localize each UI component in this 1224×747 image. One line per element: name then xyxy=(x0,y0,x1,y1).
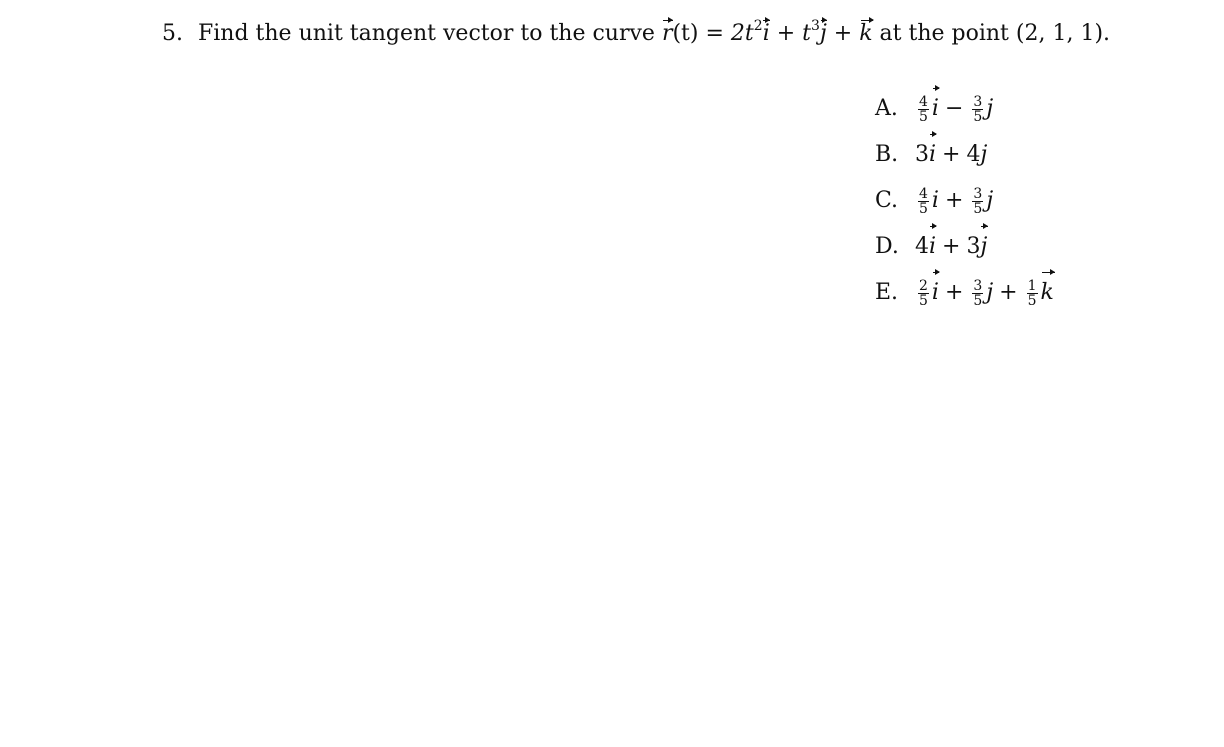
coefficient: 3 xyxy=(915,142,929,167)
plus-sign: + xyxy=(999,280,1018,305)
i-symbol: i xyxy=(931,188,939,213)
plus-sign: + xyxy=(944,188,964,213)
equals-sign: = xyxy=(705,21,724,46)
choice-letter: C. xyxy=(875,188,899,213)
choice-e[interactable] xyxy=(875,270,1054,316)
j-symbol: j xyxy=(980,142,988,167)
i-vector: i xyxy=(763,18,770,50)
choice-letter: B. xyxy=(875,142,899,167)
choice-letter: E. xyxy=(875,280,899,305)
choice-a[interactable] xyxy=(875,86,1054,132)
curve-equation xyxy=(661,17,880,46)
fraction: $\frac{3}{5}$ xyxy=(973,93,983,125)
fraction: $\frac{1}{5}$ xyxy=(1027,277,1037,309)
fraction: $\frac{4}{5}$ xyxy=(919,185,928,217)
answer-choices xyxy=(875,86,1054,316)
fraction: $\frac{2}{5}$ xyxy=(919,277,928,309)
plus-sign: + xyxy=(944,280,964,305)
coefficient: 4 xyxy=(966,142,981,167)
choice-letter: D. xyxy=(875,234,899,259)
plus-sign: + xyxy=(942,142,961,167)
i-vector: i xyxy=(932,270,939,316)
question-prompt: Find the unit tangent vector to the curve xyxy=(198,21,655,46)
j-symbol: j xyxy=(986,280,994,305)
j-symbol: j xyxy=(986,188,994,213)
j-symbol: j xyxy=(986,96,994,121)
i-vector: i xyxy=(929,224,936,270)
choice-d[interactable] xyxy=(875,224,1054,270)
term2-base: t xyxy=(802,21,812,46)
term1-exponent: 2 xyxy=(753,17,763,34)
fraction: $\frac{3}{5}$ xyxy=(973,185,983,217)
point-label: at the point xyxy=(879,21,1009,46)
plus-sign: + xyxy=(776,21,796,46)
question-number: 5. xyxy=(162,21,183,46)
choice-letter: A. xyxy=(875,96,898,121)
r-vector: r xyxy=(662,18,673,50)
r-argument: (t) xyxy=(672,21,699,46)
term1-coefficient: 2t xyxy=(730,21,754,46)
k-vector: k xyxy=(859,18,872,50)
point-value: (2, 1, 1). xyxy=(1015,21,1111,46)
choice-c[interactable] xyxy=(875,178,1054,224)
fraction: $\frac{4}{5}$ xyxy=(919,93,928,125)
fraction: $\frac{3}{5}$ xyxy=(973,277,983,309)
k-vector: k xyxy=(1041,270,1054,316)
minus-sign: − xyxy=(944,96,964,121)
question-text xyxy=(162,18,1110,50)
j-vector: j xyxy=(820,18,827,50)
plus-sign: + xyxy=(942,234,961,259)
i-vector: i xyxy=(929,132,936,178)
coefficient: 4 xyxy=(915,234,929,259)
coefficient: 3 xyxy=(966,234,981,259)
i-vector: i xyxy=(932,86,939,132)
term2-exponent: 3 xyxy=(811,17,820,34)
plus-sign: + xyxy=(833,21,853,46)
choice-b[interactable] xyxy=(875,132,1054,178)
j-vector: j xyxy=(980,224,987,270)
